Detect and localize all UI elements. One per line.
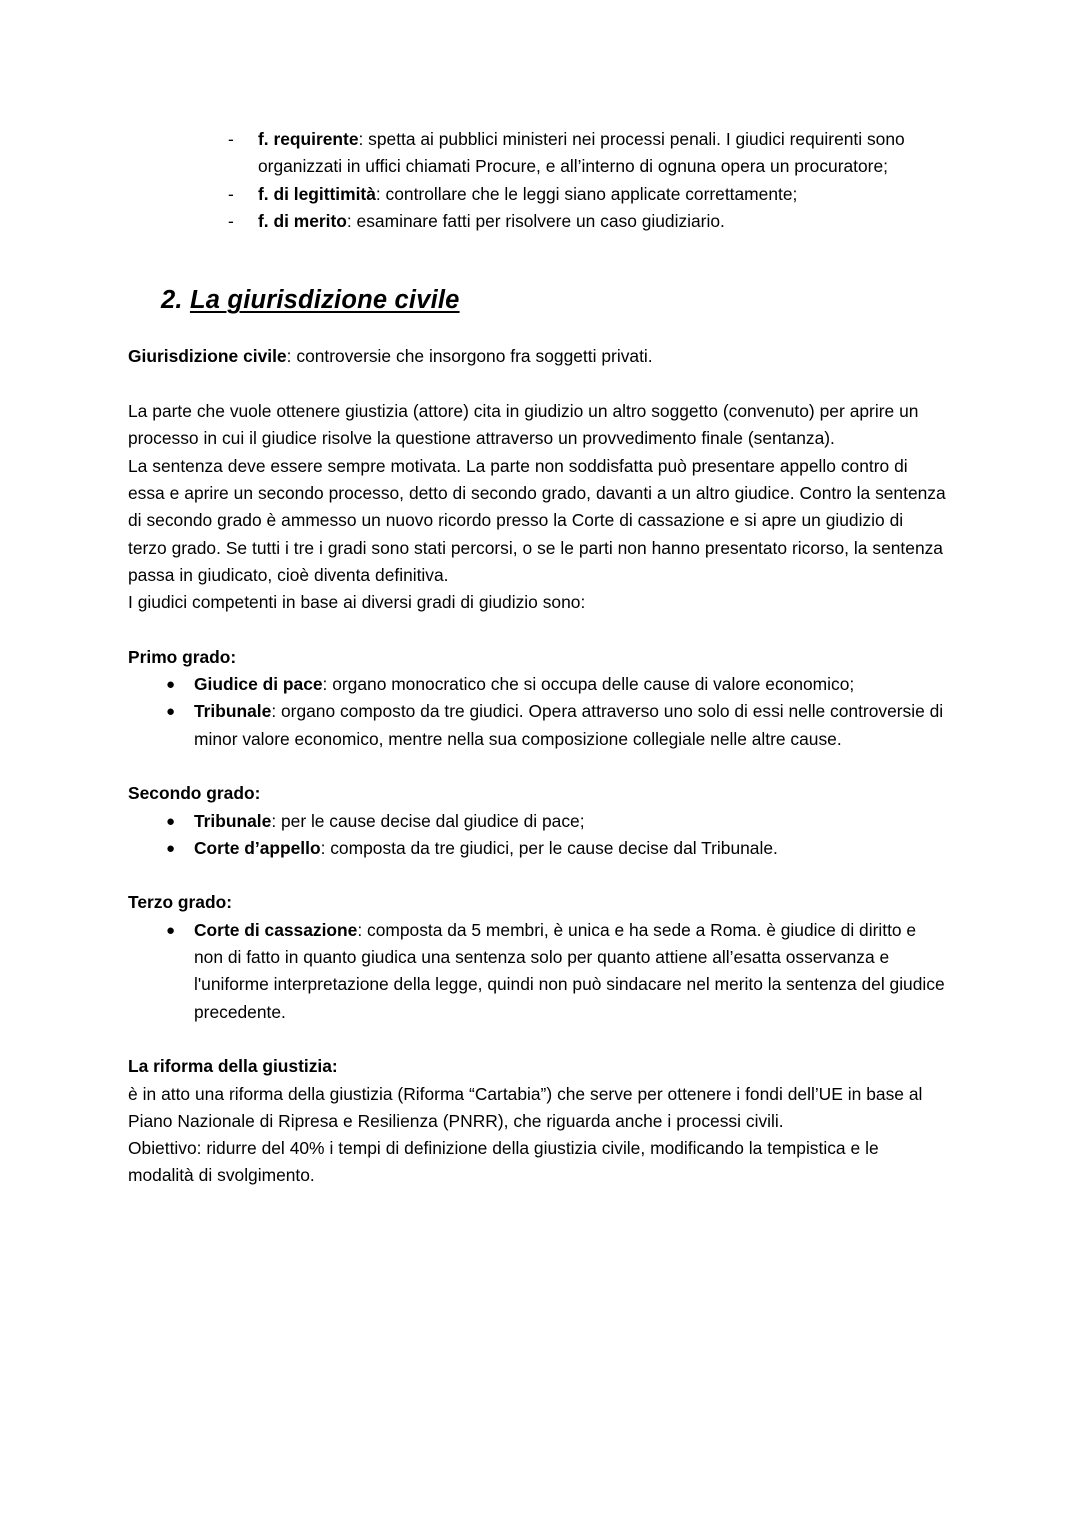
body-paragraph-1: La parte che vuole ottenere giustizia (attore) cita in giudizio un altro soggetto (convenuto) per aprire un processo in cui il giudice risolve la questione attraverso un provvedimento finale (sentanza). xyxy=(128,401,919,449)
spacer xyxy=(128,753,946,780)
section-number: 2. xyxy=(161,286,183,315)
list-item-text: : composta da 5 membri, è unica e ha sede a Roma. è giudice di diritto e non di fatto in quanto giudica una sentenza solo per quanto attiene all’esatta osservanza e l'uniforme interpretazione della legge, quindi non può sindacare nel merito la sentenza del giudice precedente. xyxy=(194,919,945,1022)
list-item-term: Corte d’appello xyxy=(194,837,321,858)
list-item-text: : controllare che le leggi siano applicate correttamente; xyxy=(375,183,798,204)
list-item xyxy=(128,698,946,753)
list-item-term: f. di merito xyxy=(258,210,347,231)
list-item-term: f. di legittimità xyxy=(258,183,376,204)
list-item-text: : spetta ai pubblici ministeri nei processi penali. I giudici requirenti sono organizzati in uffici chiamati Procure, e all’interno di ognuna opera un procuratore; xyxy=(258,129,905,177)
bullet-icon: ● xyxy=(166,921,176,939)
bullet-icon: ● xyxy=(166,839,176,857)
list-item xyxy=(128,671,946,698)
reform-heading: La riforma della giustizia: xyxy=(128,1056,338,1077)
spacer xyxy=(128,235,946,262)
list-item-term: Giudice di pace xyxy=(194,674,323,695)
bullet-icon: ● xyxy=(166,676,176,694)
spacer xyxy=(128,862,946,889)
list-item-text: : organo monocratico che si occupa delle cause di valore economico; xyxy=(322,674,855,695)
dash-marker: - xyxy=(228,210,234,231)
list-item xyxy=(128,917,946,1026)
spacer xyxy=(128,371,946,398)
spacer xyxy=(128,1026,946,1053)
degree-list-primo xyxy=(128,671,946,753)
section-title: La giurisdizione civile xyxy=(189,286,460,315)
degree-heading-terzo: Terzo grado: xyxy=(128,892,233,913)
list-item xyxy=(128,181,946,208)
spacer xyxy=(128,262,946,284)
definition-text: : controversie che insorgono fra soggetti privati. xyxy=(286,346,653,367)
list-item-term: Tribunale xyxy=(194,810,272,831)
degree-list-secondo xyxy=(128,808,946,863)
definition-line xyxy=(128,343,946,370)
document-content xyxy=(128,126,946,1190)
list-item xyxy=(128,208,946,235)
list-item-text: : esaminare fatti per risolvere un caso giudiziario. xyxy=(346,210,725,231)
dash-marker: - xyxy=(228,183,234,204)
list-item xyxy=(128,126,946,181)
reform-paragraph-2: Obiettivo: ridurre del 40% i tempi di definizione della giustizia civile, modificando la tempistica e le modalità di svolgimento. xyxy=(128,1138,879,1186)
body-paragraph-3: I giudici competenti in base ai diversi gradi di giudizio sono: xyxy=(128,592,586,613)
list-item xyxy=(128,835,946,862)
degree-heading-primo: Primo grado: xyxy=(128,646,237,667)
definition-term: Giurisdizione civile xyxy=(128,346,287,367)
list-item-term: Corte di cassazione xyxy=(194,919,358,940)
spacer xyxy=(128,316,946,343)
functions-dash-list xyxy=(128,126,946,235)
dash-marker: - xyxy=(228,129,234,149)
body-paragraph-2: La sentenza deve essere sempre motivata. La parte non soddisfatta può presentare appello contro di essa e aprire un secondo processo, detto di secondo grado, davanti a un altro giudice. Contro la sentenza di secondo grado è ammesso un nuovo ricordo presso la Corte di cassazione e si apre un giudizio di terzo grado. Se tutti i tre i gradi sono stati percorsi, o se le parti non hanno presentato ricorso, la sentenza passa in giudicato, cioè diventa definitiva. xyxy=(128,455,946,585)
list-item xyxy=(128,808,946,835)
degree-heading-secondo: Secondo grado: xyxy=(128,783,261,804)
list-item-text: : organo composto da tre giudici. Opera attraverso uno solo di essi nelle controversie di minor valore economico, mentre nella sua composizione collegiale nelle altre cause. xyxy=(194,701,944,749)
list-item-text: : per le cause decise dal giudice di pace; xyxy=(271,810,585,831)
degree-list-terzo xyxy=(128,917,946,1026)
list-item-term: f. requirente xyxy=(258,129,359,149)
bullet-icon: ● xyxy=(166,812,176,830)
list-item-text: : composta da tre giudici, per le cause decise dal Tribunale. xyxy=(320,837,778,858)
bullet-icon: ● xyxy=(166,703,176,721)
list-item-term: Tribunale xyxy=(194,701,272,722)
page-title xyxy=(128,284,946,316)
spacer xyxy=(128,616,946,643)
reform-paragraph-1: è in atto una riforma della giustizia (Riforma “Cartabia”) che serve per ottenere i fondi dell’UE in base al Piano Nazionale di Ripresa e Resilienza (PNRR), che riguarda anche i processi civili. xyxy=(128,1083,923,1131)
